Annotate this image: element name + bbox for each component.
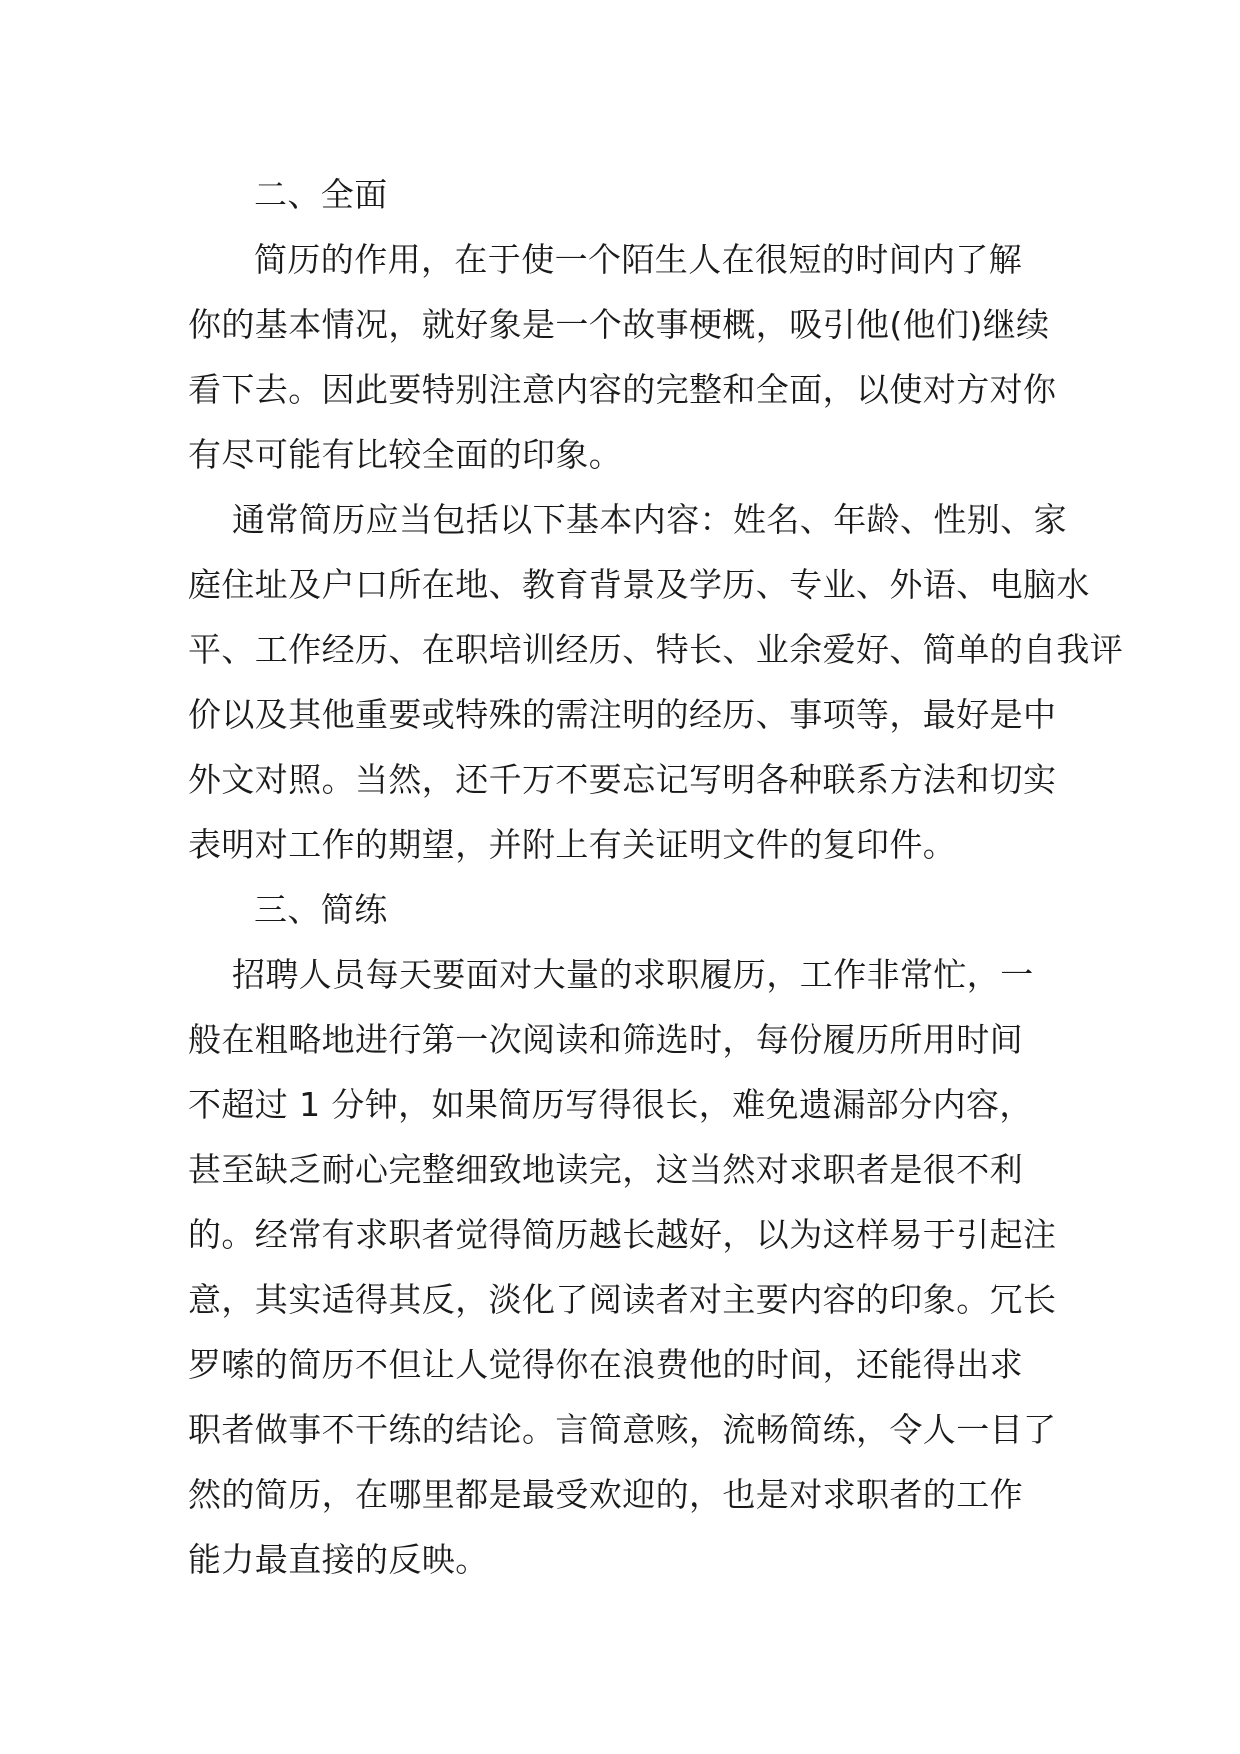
paragraph <box>188 227 1068 487</box>
text-line: 不超过 1 分钟，如果简历写得很长，难免遗漏部分内容， <box>188 1085 1033 1124</box>
text-line: 平、工作经历、在职培训经历、特长、业余爱好、简单的自我评 <box>188 630 1124 669</box>
section-heading: 三、简练 <box>254 890 388 929</box>
text-line: 你的基本情况，就好象是一个故事梗概，吸引他(他们)继续 <box>188 305 1050 344</box>
paragraph <box>188 942 1068 1592</box>
text-line: 庭住址及户口所在地、教育背景及学历、专业、外语、电脑水 <box>188 565 1090 604</box>
paragraph <box>188 487 1124 877</box>
text-line: 通常简历应当包括以下基本内容：姓名、年龄、性别、家 <box>232 500 1067 539</box>
text-line: 罗嗦的简历不但让人觉得你在浪费他的时间，还能得出求 <box>188 1345 1023 1384</box>
text-line: 有尽可能有比较全面的印象。 <box>188 435 623 474</box>
text-line: 甚至缺乏耐心完整细致地读完，这当然对求职者是很不利 <box>188 1150 1023 1189</box>
text-line: 的。经常有求职者觉得简历越长越好，以为这样易于引起注 <box>188 1215 1057 1254</box>
text-line: 看下去。因此要特别注意内容的完整和全面，以使对方对你 <box>188 370 1057 409</box>
section-heading: 二、全面 <box>254 175 388 214</box>
text-line: 能力最直接的反映。 <box>188 1540 489 1579</box>
text-line: 职者做事不干练的结论。言简意赅，流畅简练，令人一目了 <box>188 1410 1057 1449</box>
document-body <box>188 162 1124 1592</box>
text-line: 然的简历，在哪里都是最受欢迎的，也是对求职者的工作 <box>188 1475 1023 1514</box>
text-line: 表明对工作的期望，并附上有关证明文件的复印件。 <box>188 825 957 864</box>
text-line: 价以及其他重要或特殊的需注明的经历、事项等，最好是中 <box>188 695 1057 734</box>
text-line: 外文对照。当然，还千万不要忘记写明各种联系方法和切实 <box>188 760 1057 799</box>
text-line: 简历的作用，在于使一个陌生人在很短的时间内了解 <box>254 240 1023 279</box>
text-line: 般在粗略地进行第一次阅读和筛选时，每份履历所用时间 <box>188 1020 1023 1059</box>
text-line: 意，其实适得其反，淡化了阅读者对主要内容的印象。冗长 <box>188 1280 1057 1319</box>
text-line: 招聘人员每天要面对大量的求职履历，工作非常忙，一 <box>232 955 1034 994</box>
